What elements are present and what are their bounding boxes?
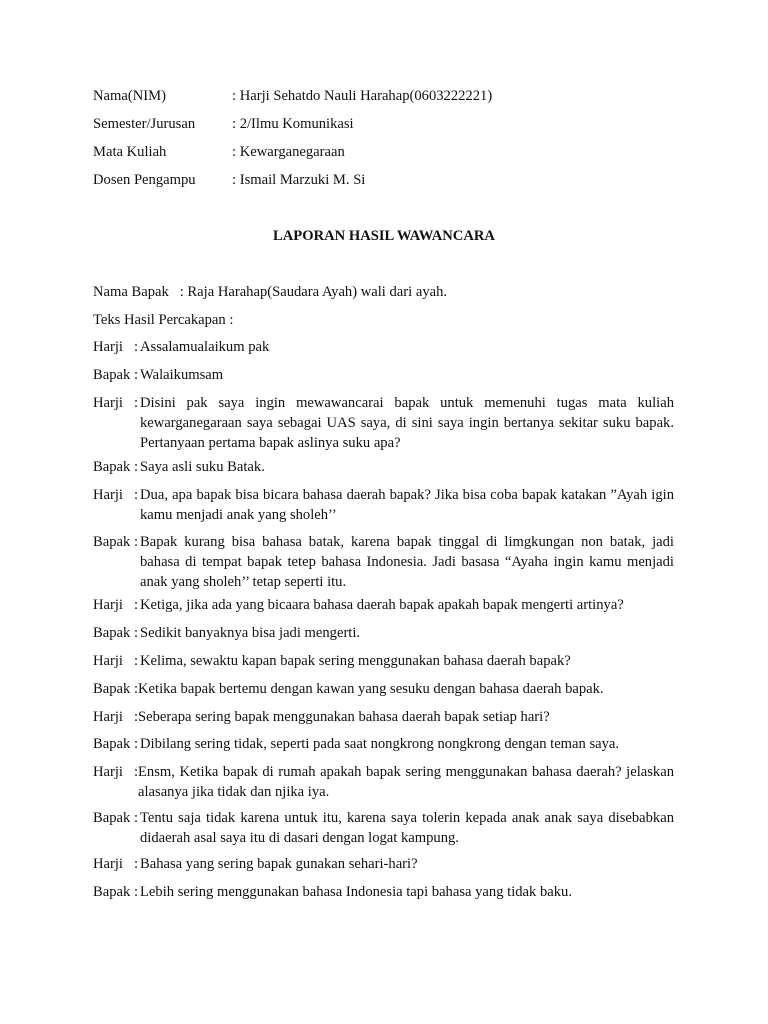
speaker-colon: :	[134, 534, 139, 550]
info-row-nama	[93, 86, 492, 106]
speaker-colon: :	[134, 764, 139, 780]
speaker-colon: :	[134, 810, 139, 826]
dialogue-text: Ensm, Ketika bapak di rumah apakah bapak sering menggunakan bahasa daerah? jelaskan alasanya jika tidak dan njika iya.	[138, 764, 674, 800]
speaker-name: Bapak	[93, 681, 131, 697]
dialogue-text: Saya asli suku Batak.	[140, 459, 265, 475]
speaker-colon: :	[134, 597, 139, 613]
speaker-name: Bapak	[93, 625, 131, 641]
speaker-colon: :	[134, 625, 139, 641]
nama-bapak-line: Nama Bapak : Raja Harahap(Saudara Ayah) wali dari ayah.	[93, 284, 448, 300]
dialogue-text: Bapak kurang bisa bahasa batak, karena bapak tinggal di limgkungan non batak, jadi bahasa di tempat bapak tetep bahasa Indonesia. Jadi basasa “Ayaha ingin kamu menjadi anak yang sholeh’’ tetap seperti itu.	[140, 534, 674, 590]
speaker-name: Bapak	[93, 810, 131, 826]
dialogue-turn	[93, 808, 674, 848]
speaker-colon: :	[134, 856, 139, 872]
info-label: Semester/Jurusan	[93, 116, 196, 132]
speaker-name: Harji	[93, 764, 123, 780]
document-title: LAPORAN HASIL WAWANCARA	[273, 228, 495, 244]
speaker-name: Harji	[93, 653, 123, 669]
info-row-semester	[93, 114, 354, 134]
info-row-mata-kuliah	[93, 142, 345, 162]
dialogue-text: Tentu saja tidak karena untuk itu, karena saya tolerin kepada anak anak saya disebabkan didaerah asal saya itu di dasari dengan logat kampung.	[140, 810, 674, 846]
dialogue-turn	[93, 707, 674, 727]
dialogue-turn	[93, 623, 674, 643]
dialogue-text: Kelima, sewaktu kapan bapak sering menggunakan bahasa daerah bapak?	[140, 653, 571, 669]
dialogue-text: Dibilang sering tidak, seperti pada saat nongkrong nongkrong dengan teman saya.	[140, 736, 620, 752]
speaker-colon: :	[134, 487, 139, 503]
speaker-colon: :	[134, 884, 139, 900]
speaker-name: Harji	[93, 487, 123, 503]
dialogue-turn	[93, 854, 674, 874]
speaker-name: Harji	[93, 395, 123, 411]
speaker-name: Bapak	[93, 459, 131, 475]
dialogue-text: Dua, apa bapak bisa bicara bahasa daerah bapak? Jika bisa coba bapak katakan ”Ayah igin kamu menjadi anak yang sholeh’’	[140, 487, 674, 523]
dialogue-turn	[93, 393, 674, 453]
dialogue-text: Ketiga, jika ada yang bicaara bahasa daerah bapak apakah bapak mengerti artinya?	[140, 597, 624, 613]
dialogue-text: Disini pak saya ingin mewawancarai bapak untuk memenuhi tugas mata kuliah kewarganegaraan saya sebagai UAS saya, di sini saya ingin bertanya sekitar suku bapak. Pertanyaan pertama bapak aslinya suku apa?	[140, 395, 674, 451]
dialogue-text: Walaikumsam	[140, 367, 224, 383]
speaker-colon: :	[134, 736, 139, 752]
dialogue-turn	[93, 882, 674, 902]
dialogue-text: Sedikit banyaknya bisa jadi mengerti.	[140, 625, 361, 641]
speaker-name: Harji	[93, 339, 123, 355]
speaker-colon: :	[134, 681, 139, 697]
speaker-colon: :	[134, 339, 139, 355]
dialogue-turn	[93, 365, 674, 385]
speaker-name: Bapak	[93, 736, 131, 752]
dialogue-turn	[93, 532, 674, 592]
info-value: : 2/Ilmu Komunikasi	[232, 116, 354, 132]
speaker-colon: :	[134, 459, 139, 475]
speaker-colon: :	[134, 367, 139, 383]
dialogue-turn	[93, 457, 674, 477]
dialogue-turn	[93, 651, 674, 671]
dialogue-turn	[93, 734, 674, 754]
speaker-colon: :	[134, 709, 139, 725]
info-label: Mata Kuliah	[93, 144, 167, 160]
dialogue-text: Bahasa yang sering bapak gunakan sehari-hari?	[140, 856, 418, 872]
dialogue-turn	[93, 485, 674, 525]
speaker-name: Harji	[93, 709, 123, 725]
info-value: : Ismail Marzuki M. Si	[232, 172, 366, 188]
dialogue-text: Ketika bapak bertemu dengan kawan yang sesuku dengan bahasa daerah bapak.	[138, 681, 604, 697]
dialogue-turn	[93, 337, 674, 357]
info-row-dosen	[93, 170, 365, 190]
dialogue-turn	[93, 595, 674, 615]
dialogue-text: Lebih sering menggunakan bahasa Indonesia tapi bahasa yang tidak baku.	[140, 884, 572, 900]
speaker-name: Harji	[93, 597, 123, 613]
info-value: : Kewarganegaraan	[232, 144, 345, 160]
dialogue-text: Seberapa sering bapak menggunakan bahasa daerah bapak setiap hari?	[138, 709, 550, 725]
speaker-name: Bapak	[93, 534, 131, 550]
teks-label: Teks Hasil Percakapan :	[93, 312, 234, 328]
speaker-colon: :	[134, 653, 139, 669]
dialogue-turn	[93, 679, 674, 699]
dialogue-turn	[93, 762, 674, 802]
info-label: Dosen Pengampu	[93, 172, 196, 188]
info-value: : Harji Sehatdo Nauli Harahap(0603222221)	[232, 88, 493, 104]
speaker-colon: :	[134, 395, 139, 411]
speaker-name: Harji	[93, 856, 123, 872]
info-label: Nama(NIM)	[93, 88, 166, 104]
dialogue-text: Assalamualaikum pak	[140, 339, 270, 355]
speaker-name: Bapak	[93, 884, 131, 900]
speaker-name: Bapak	[93, 367, 131, 383]
